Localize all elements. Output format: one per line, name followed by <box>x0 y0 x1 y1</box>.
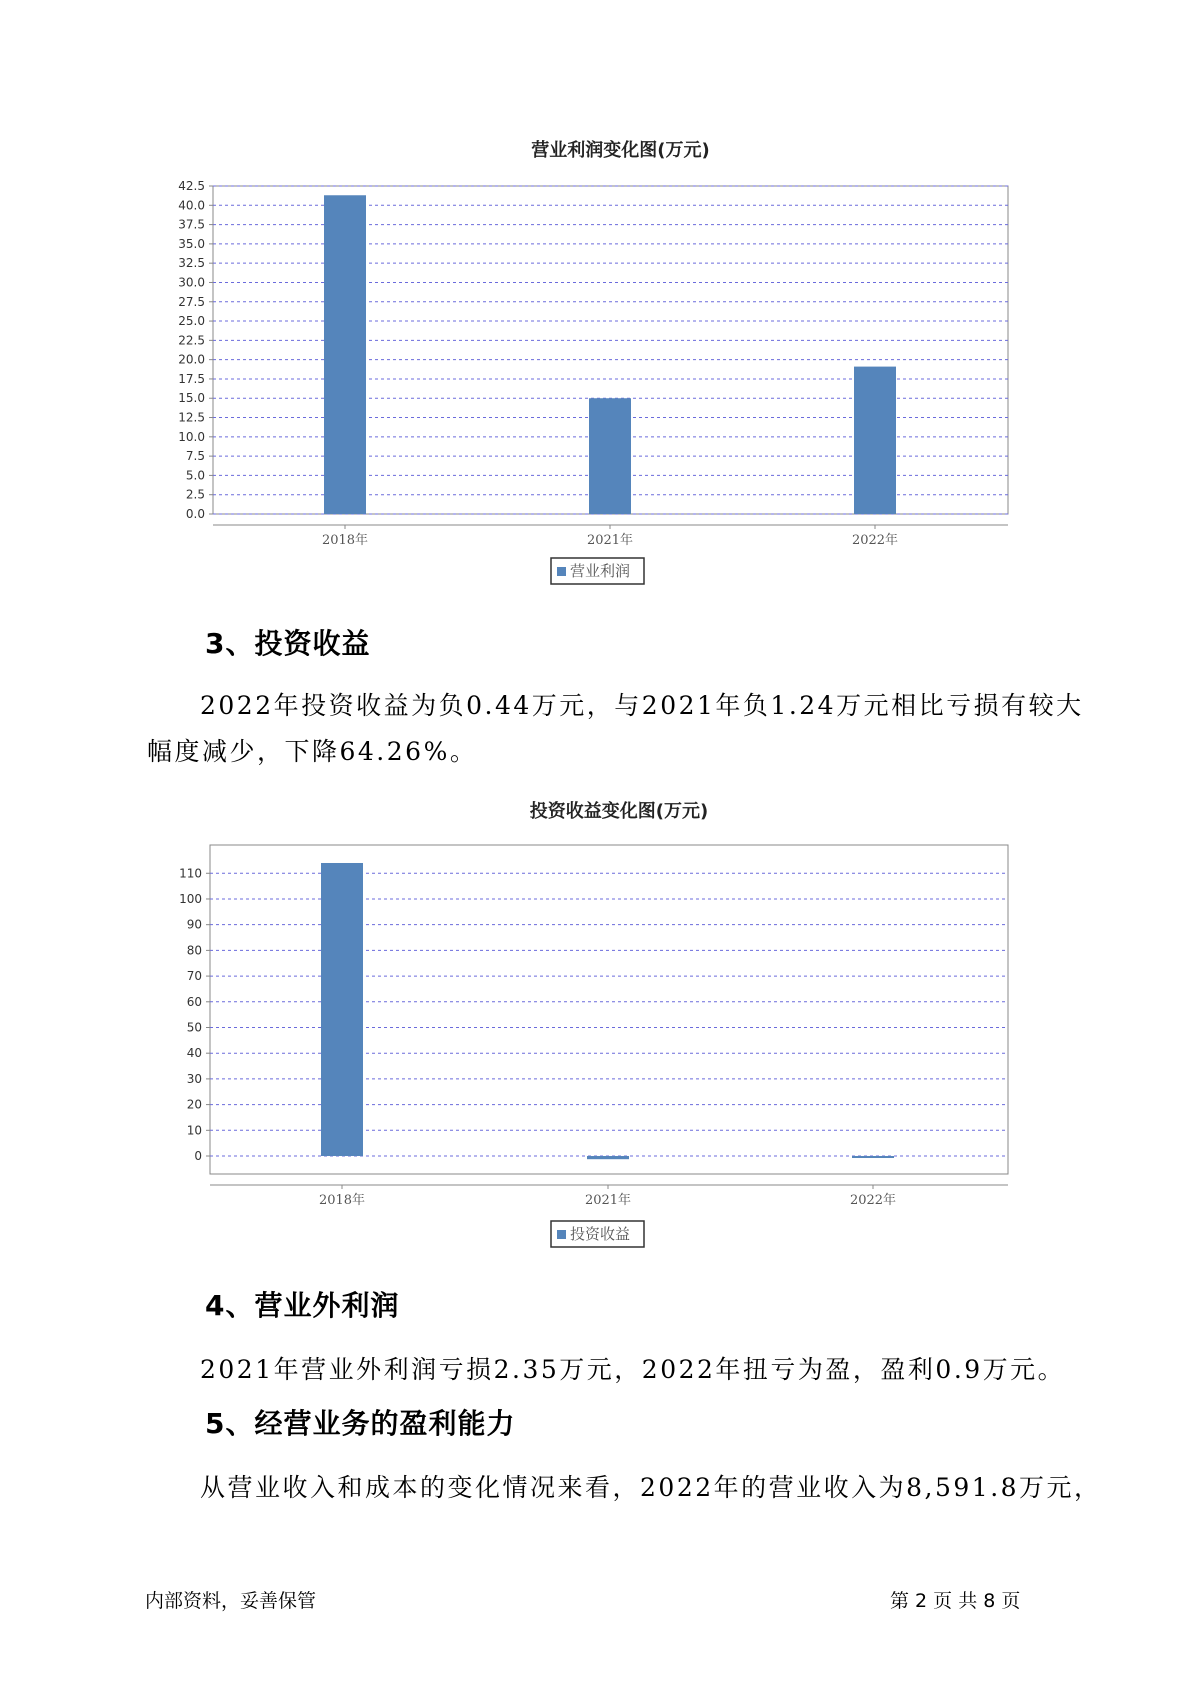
footer-page-number: 第 2 页 共 8 页 <box>890 1590 1021 1612</box>
bar <box>852 1156 894 1158</box>
y-tick-label: 17.5 <box>178 371 205 386</box>
operating-profit-chart <box>0 130 1191 600</box>
y-tick-label: 12.5 <box>178 410 205 425</box>
chart-title: 营业利润变化图(万元) <box>531 140 710 161</box>
y-tick-label: 30.0 <box>178 275 205 290</box>
x-tick-label: 2021年 <box>584 1193 632 1208</box>
chart-title: 投资收益变化图(万元) <box>529 801 709 822</box>
legend-label: 营业利润 <box>570 562 631 580</box>
y-tick-label: 0 <box>194 1149 202 1164</box>
y-tick-label: 35.0 <box>178 236 205 251</box>
investment-income-chart <box>0 793 1191 1263</box>
y-tick-label: 60 <box>186 994 202 1009</box>
y-tick-label: 80 <box>186 943 202 958</box>
bar <box>854 367 896 514</box>
y-tick-label: 40 <box>186 1046 202 1061</box>
x-tick-label: 2022年 <box>849 1193 897 1208</box>
y-tick-label: 22.5 <box>178 333 205 348</box>
y-tick-label: 27.5 <box>178 294 205 309</box>
y-tick-label: 40.0 <box>178 198 205 213</box>
y-tick-label: 0.0 <box>185 507 205 521</box>
section-4-para-line1: 2021年营业外利润亏损2.35万元，2022年扭亏为盈，盈利0.9万元。 <box>200 1355 1066 1384</box>
y-tick-label: 50 <box>186 1020 202 1035</box>
y-tick-label: 30 <box>186 1071 202 1086</box>
y-tick-label: 37.5 <box>178 217 205 232</box>
y-tick-label: 90 <box>186 917 202 932</box>
y-tick-label: 5.0 <box>185 468 205 483</box>
bar <box>589 398 631 514</box>
section-3-para-line2: 幅度减少，下降64.26%。 <box>147 737 478 766</box>
y-tick-label: 25.0 <box>178 314 205 329</box>
y-tick-label: 20.0 <box>178 352 205 367</box>
x-tick-label: 2018年 <box>321 533 369 548</box>
bar <box>587 1156 629 1159</box>
y-tick-label: 32.5 <box>178 256 205 271</box>
y-tick-label: 110 <box>179 866 202 881</box>
y-tick-label: 15.0 <box>178 391 205 406</box>
footer-confidential-note: 内部资料，妥善保管 <box>145 1590 317 1612</box>
bar <box>321 863 363 1156</box>
y-tick-label: 10.0 <box>178 429 205 444</box>
y-tick-label: 42.5 <box>178 179 205 193</box>
section-5-heading: 5、经营业务的盈利能力 <box>205 1407 516 1440</box>
section-3-para-line1: 2022年投资收益为负0.44万元，与2021年负1.24万元相比亏损有较大 <box>200 691 1084 720</box>
y-tick-label: 7.5 <box>185 449 205 464</box>
y-tick-label: 20 <box>186 1097 202 1112</box>
y-tick-label: 2.5 <box>185 487 205 502</box>
x-tick-label: 2021年 <box>586 533 634 548</box>
x-tick-label: 2018年 <box>318 1193 366 1208</box>
y-tick-label: 100 <box>179 891 202 906</box>
x-tick-label: 2022年 <box>851 533 899 548</box>
legend-label: 投资收益 <box>570 1225 631 1243</box>
section-4-heading: 4、营业外利润 <box>205 1289 400 1322</box>
section-3-heading: 3、投资收益 <box>205 627 371 660</box>
section-5-para-line1: 从营业收入和成本的变化情况来看，2022年的营业收入为8,591.8万元， <box>200 1473 1102 1502</box>
legend-swatch <box>557 1230 566 1239</box>
y-tick-label: 70 <box>186 969 202 984</box>
operating-profit-chart-svg <box>0 130 1191 600</box>
investment-income-chart-svg <box>0 793 1191 1263</box>
legend-swatch <box>557 567 566 576</box>
y-tick-label: 10 <box>186 1123 202 1138</box>
bar <box>324 195 366 514</box>
